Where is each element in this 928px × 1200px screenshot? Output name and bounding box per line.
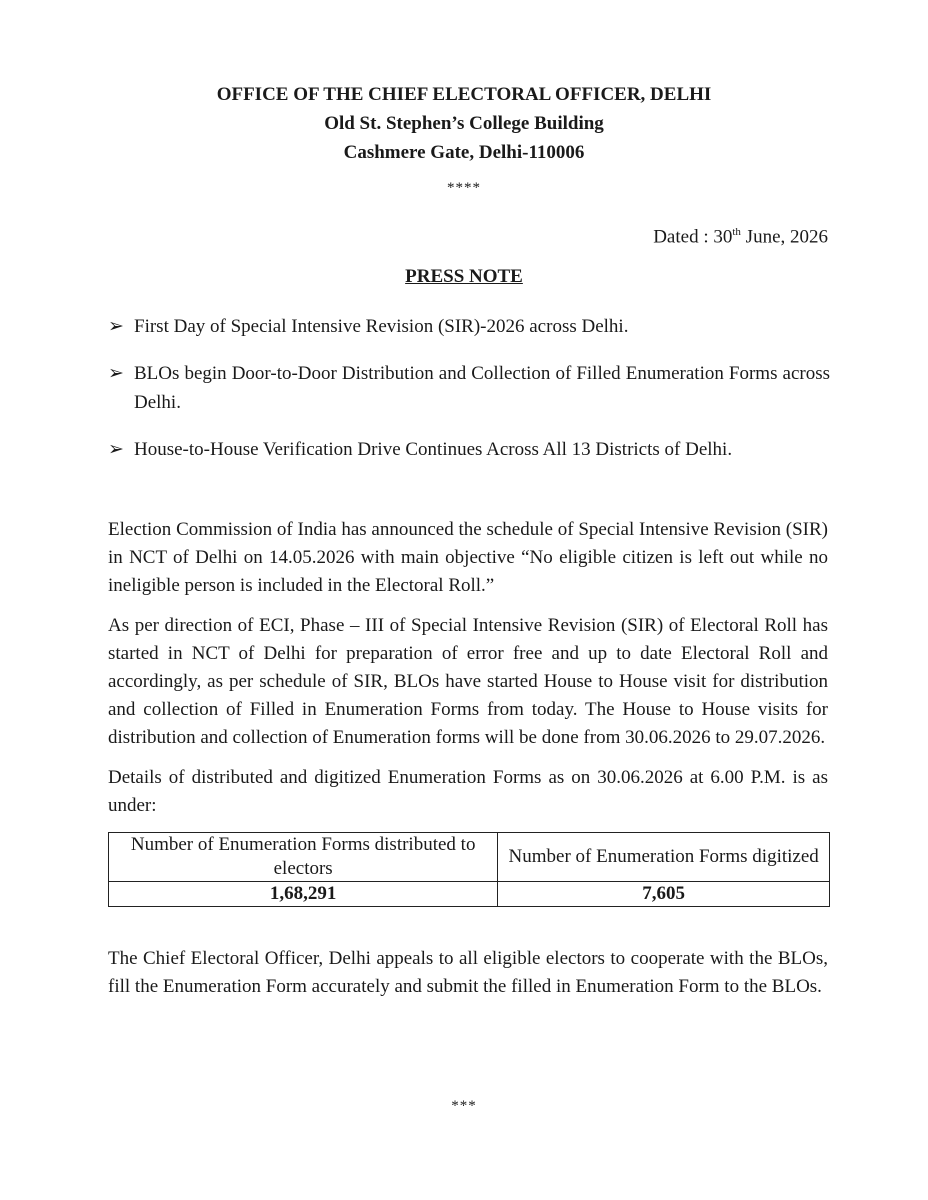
value-distributed: 1,68,291 xyxy=(109,882,498,907)
list-item xyxy=(108,435,830,464)
date-rest: June, 2026 xyxy=(740,226,828,248)
body-section xyxy=(108,516,828,1013)
arrow-bullet-icon: ➢ xyxy=(108,439,124,460)
date-prefix: Dated : 30 xyxy=(653,226,733,248)
list-item xyxy=(108,359,830,417)
column-header-digitized: Number of Enumeration Forms digitized xyxy=(498,833,830,882)
list-item xyxy=(108,312,830,341)
office-address: Cashmere Gate, Delhi-110006 xyxy=(343,142,585,163)
table-header-row xyxy=(109,833,830,882)
separator-top: **** xyxy=(447,180,481,196)
paragraph-appeal: The Chief Electoral Officer, Delhi appeals to all eligible electors to cooperate with the BLOs, fill the Enumeration Form accurately and submit the filled in Enumeration Form to the BLOs. xyxy=(108,948,828,997)
highlights-list xyxy=(108,312,830,482)
paragraph-details: Details of distributed and digitized Enumeration Forms as on 30.06.2026 at 6.00 P.M. is as under: xyxy=(108,767,828,816)
date-ordinal: th xyxy=(732,226,741,238)
office-name: OFFICE OF THE CHIEF ELECTORAL OFFICER, DELHI xyxy=(216,84,712,105)
table-row xyxy=(109,882,830,907)
arrow-bullet-icon: ➢ xyxy=(108,363,124,384)
enumeration-forms-table xyxy=(108,832,830,907)
letterhead xyxy=(0,80,928,167)
bullet-text: First Day of Special Intensive Revision (SIR)-2026 across Delhi. xyxy=(134,316,629,337)
value-digitized: 7,605 xyxy=(498,882,830,907)
paragraph-phase: As per direction of ECI, Phase – III of Special Intensive Revision (SIR) of Electoral Roll has started in NCT of Delhi for preparation of error free and up to date Electoral Roll and accordingly, as per schedule of SIR, BLOs have started House to House visit for distribution and collection of Filled in Enumeration Forms from today. The House to House visits for distribution and collection of Enumeration forms will be done from 30.06.2026 to 29.07.2026. xyxy=(108,615,828,748)
separator-bottom: *** xyxy=(451,1098,477,1114)
bullet-text: BLOs begin Door-to-Door Distribution and Collection of Filled Enumeration Forms across Delhi. xyxy=(134,363,830,413)
date-line xyxy=(653,226,828,248)
office-building: Old St. Stephen’s College Building xyxy=(324,113,604,134)
arrow-bullet-icon: ➢ xyxy=(108,316,124,337)
column-header-distributed: Number of Enumeration Forms distributed to electors xyxy=(109,833,498,882)
paragraph-announcement: Election Commission of India has announced the schedule of Special Intensive Revision (SIR) in NCT of Delhi on 14.05.2026 with main objective “No eligible citizen is left out while no ineligible person is included in the Electoral Roll.” xyxy=(108,519,828,596)
document-title: PRESS NOTE xyxy=(405,266,523,287)
bullet-text: House-to-House Verification Drive Continues Across All 13 Districts of Delhi. xyxy=(134,439,733,460)
